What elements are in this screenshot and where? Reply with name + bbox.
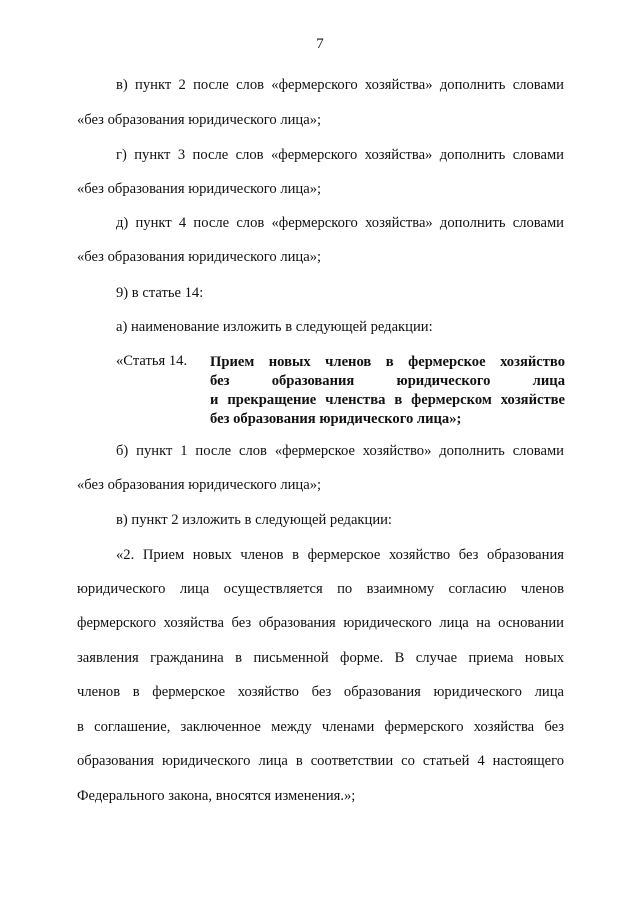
item-9-heading: 9) в статье 14: bbox=[116, 285, 204, 301]
subitem-v-text: в) пункт 2 изложить в следующей редакции: bbox=[116, 512, 392, 528]
article-title-line1: Прием новых членов в фермерское хозяйство bbox=[210, 354, 565, 370]
point2-line7: образования юридического лица в соответствии со статьей 4 настоящего bbox=[77, 753, 564, 769]
paragraph-v-line1: в) пункт 2 после слов «фермерского хозяйства» дополнить словами bbox=[116, 77, 564, 93]
article-title bbox=[210, 353, 565, 429]
point2-line1: «2. Прием новых членов в фермерское хозяйство без образования bbox=[116, 547, 564, 563]
article-title-line4: без образования юридического лица»; bbox=[210, 411, 462, 427]
paragraph-b-line2: «без образования юридического лица»; bbox=[77, 477, 322, 493]
paragraph-d-line1: д) пункт 4 после слов «фермерского хозяйства» дополнить словами bbox=[116, 215, 564, 231]
point2-line3: фермерского хозяйства без образования юридического лица на основании bbox=[77, 615, 564, 631]
point2-line6: в соглашение, заключенное между членами фермерского хозяйства без bbox=[77, 719, 564, 735]
subitem-a-text: а) наименование изложить в следующей редакции: bbox=[116, 319, 433, 335]
page-number: 7 bbox=[316, 36, 324, 52]
article-prefix: «Статья 14. bbox=[116, 353, 188, 369]
paragraph-v-line2: «без образования юридического лица»; bbox=[77, 112, 322, 128]
paragraph-b-line1: б) пункт 1 после слов «фермерское хозяйство» дополнить словами bbox=[116, 443, 564, 459]
paragraph-g-line1: г) пункт 3 после слов «фермерского хозяйства» дополнить словами bbox=[116, 147, 564, 163]
point2-line2: юридического лица осуществляется по взаимному согласию членов bbox=[77, 581, 564, 597]
point2-line8: Федерального закона, вносятся изменения.»; bbox=[77, 788, 356, 804]
article-title-line3: и прекращение членства в фермерском хозяйстве bbox=[210, 392, 565, 408]
paragraph-d-line2: «без образования юридического лица»; bbox=[77, 249, 322, 265]
point2-line4: заявления гражданина в письменной форме. В случае приема новых bbox=[77, 650, 564, 666]
paragraph-g-line2: «без образования юридического лица»; bbox=[77, 181, 322, 197]
article-title-line2: без образования юридического лица bbox=[210, 373, 565, 389]
point2-line5: членов в фермерское хозяйство без образования юридического лица bbox=[77, 684, 564, 700]
